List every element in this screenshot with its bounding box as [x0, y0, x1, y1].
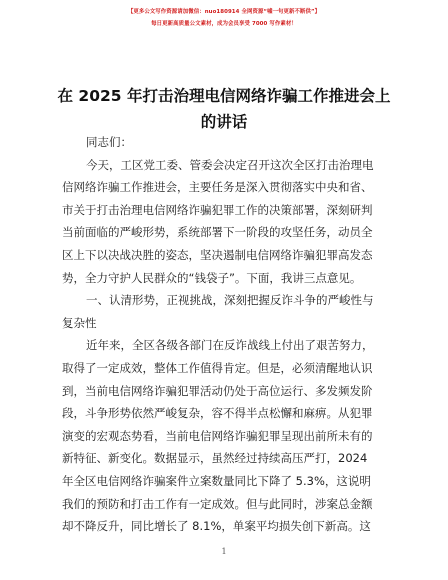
section-heading: 一、认清形势，正视挑战，深刻把握反诈斗争的严峻性与	[86, 293, 374, 308]
section-heading-cont: 复杂性	[62, 315, 97, 330]
body-line: 当前面临的严峻形势，系统部署下一阶段的攻坚任务，动员全	[62, 225, 373, 240]
body-line: 我们的预防和打击工作有一定成效。但与此同时，涉案总金额	[62, 496, 373, 511]
body-line: 年全区电信网络诈骗案件立案数量同比下降了 5.3%，这说明	[62, 473, 371, 488]
body-line: 市关于打击治理电信网络诈骗犯罪工作的决策部署，深刻研判	[62, 202, 373, 217]
body-line: 势，全力守护人民群众的“钱袋子”。下面，我讲三点意见。	[62, 270, 362, 285]
body-line: 区上下以决战决胜的姿态，坚决遏制电信网络诈骗犯罪高发态	[62, 247, 373, 262]
document-body	[62, 131, 390, 538]
body-line: 信网络诈骗工作推进会，主要任务是深入贯彻落实中央和省、	[62, 180, 373, 195]
body-line: 段，斗争形势依然严峻复杂，容不得半点松懈和麻痹。从犯罪	[62, 406, 373, 421]
salutation: 同志们：	[86, 135, 132, 149]
body-line: 今天，工区党工委、管委会决定召开这次全区打击治理电	[86, 157, 374, 172]
promo-banner-line-1: 【更多公文写作资源请加微信：nuo180914 全网资源“嘘一句更新不断供”】	[127, 9, 321, 15]
body-line: 取得了一定成效，整体工作值得肯定。但是，必须清醒地认识	[62, 360, 373, 375]
body-line: 却不降反升，同比增长了 8.1%，单案平均损失创下新高。这	[62, 519, 371, 534]
body-line: 近年来，全区各级各部门在反诈战线上付出了艰苦努力，	[86, 338, 374, 353]
document-title-line-2: 的讲话	[200, 113, 248, 131]
body-line: 到，当前电信网络诈骗犯罪活动仍处于高位运行、多发频发阶	[62, 383, 373, 398]
body-line: 演变的宏观态势看，当前电信网络诈骗犯罪呈现出前所未有的	[62, 428, 373, 443]
body-line: 新特征、新变化。数据显示，虽然经过持续高压严打，2024	[62, 451, 368, 466]
page-number: 1	[221, 547, 227, 556]
document-title-line-1: 在 2025 年打击治理电信网络诈骗工作推进会上	[57, 87, 391, 105]
promo-banner-line-2: 每日更新高质量公文素材，成为会员享受 7000 写作素材！	[151, 21, 297, 27]
